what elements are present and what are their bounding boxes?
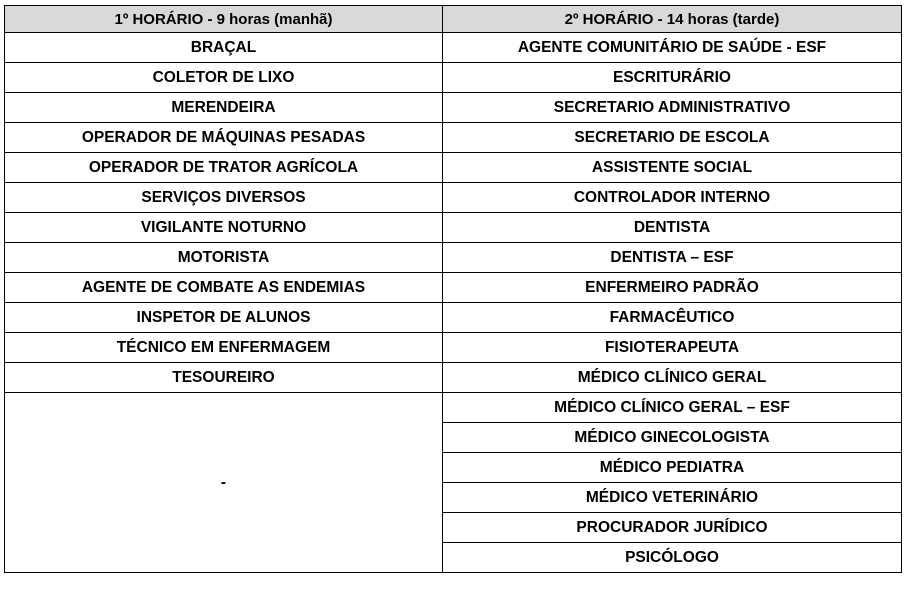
- morning-job-cell: TESOUREIRO: [5, 363, 443, 393]
- table-row: [5, 93, 902, 123]
- table-body: [5, 33, 902, 573]
- morning-job-cell: INSPETOR DE ALUNOS: [5, 303, 443, 333]
- morning-job-cell: VIGILANTE NOTURNO: [5, 213, 443, 243]
- afternoon-job-cell: MÉDICO CLÍNICO GERAL: [443, 363, 902, 393]
- table-row: [5, 243, 902, 273]
- afternoon-job-cell: SECRETARIO DE ESCOLA: [443, 123, 902, 153]
- afternoon-job-cell: FARMACÊUTICO: [443, 303, 902, 333]
- afternoon-job-cell: DENTISTA – ESF: [443, 243, 902, 273]
- afternoon-job-cell: AGENTE COMUNITÁRIO DE SAÚDE - ESF: [443, 33, 902, 63]
- morning-job-cell: BRAÇAL: [5, 33, 443, 63]
- morning-job-cell: AGENTE DE COMBATE AS ENDEMIAS: [5, 273, 443, 303]
- table-row: [5, 333, 902, 363]
- table-row: [5, 393, 902, 423]
- table-row: [5, 153, 902, 183]
- afternoon-job-cell: CONTROLADOR INTERNO: [443, 183, 902, 213]
- morning-job-cell: OPERADOR DE TRATOR AGRÍCOLA: [5, 153, 443, 183]
- morning-job-cell: MOTORISTA: [5, 243, 443, 273]
- afternoon-job-cell: ASSISTENTE SOCIAL: [443, 153, 902, 183]
- table-row: [5, 123, 902, 153]
- table-row: [5, 33, 902, 63]
- afternoon-job-cell: MÉDICO GINECOLOGISTA: [443, 423, 902, 453]
- table-row: [5, 213, 902, 243]
- afternoon-job-cell: PROCURADOR JURÍDICO: [443, 513, 902, 543]
- afternoon-job-cell: ESCRITURÁRIO: [443, 63, 902, 93]
- table-row: [5, 63, 902, 93]
- afternoon-job-cell: MÉDICO VETERINÁRIO: [443, 483, 902, 513]
- table-header-row: [5, 6, 902, 33]
- morning-job-cell: TÉCNICO EM ENFERMAGEM: [5, 333, 443, 363]
- afternoon-job-cell: PSICÓLOGO: [443, 543, 902, 573]
- afternoon-job-cell: DENTISTA: [443, 213, 902, 243]
- table-row: [5, 363, 902, 393]
- morning-job-cell: OPERADOR DE MÁQUINAS PESADAS: [5, 123, 443, 153]
- morning-job-cell: MERENDEIRA: [5, 93, 443, 123]
- afternoon-job-cell: FISIOTERAPEUTA: [443, 333, 902, 363]
- afternoon-job-cell: ENFERMEIRO PADRÃO: [443, 273, 902, 303]
- morning-empty-cell: -: [5, 393, 443, 573]
- afternoon-job-cell: MÉDICO CLÍNICO GERAL – ESF: [443, 393, 902, 423]
- table-row: [5, 183, 902, 213]
- morning-job-cell: SERVIÇOS DIVERSOS: [5, 183, 443, 213]
- afternoon-job-cell: MÉDICO PEDIATRA: [443, 453, 902, 483]
- schedule-table-container: [4, 5, 902, 573]
- table-row: [5, 303, 902, 333]
- header-afternoon: 2º HORÁRIO - 14 horas (tarde): [443, 6, 902, 33]
- schedule-table: [4, 5, 902, 573]
- table-row: [5, 273, 902, 303]
- morning-job-cell: COLETOR DE LIXO: [5, 63, 443, 93]
- header-morning: 1º HORÁRIO - 9 horas (manhã): [5, 6, 443, 33]
- afternoon-job-cell: SECRETARIO ADMINISTRATIVO: [443, 93, 902, 123]
